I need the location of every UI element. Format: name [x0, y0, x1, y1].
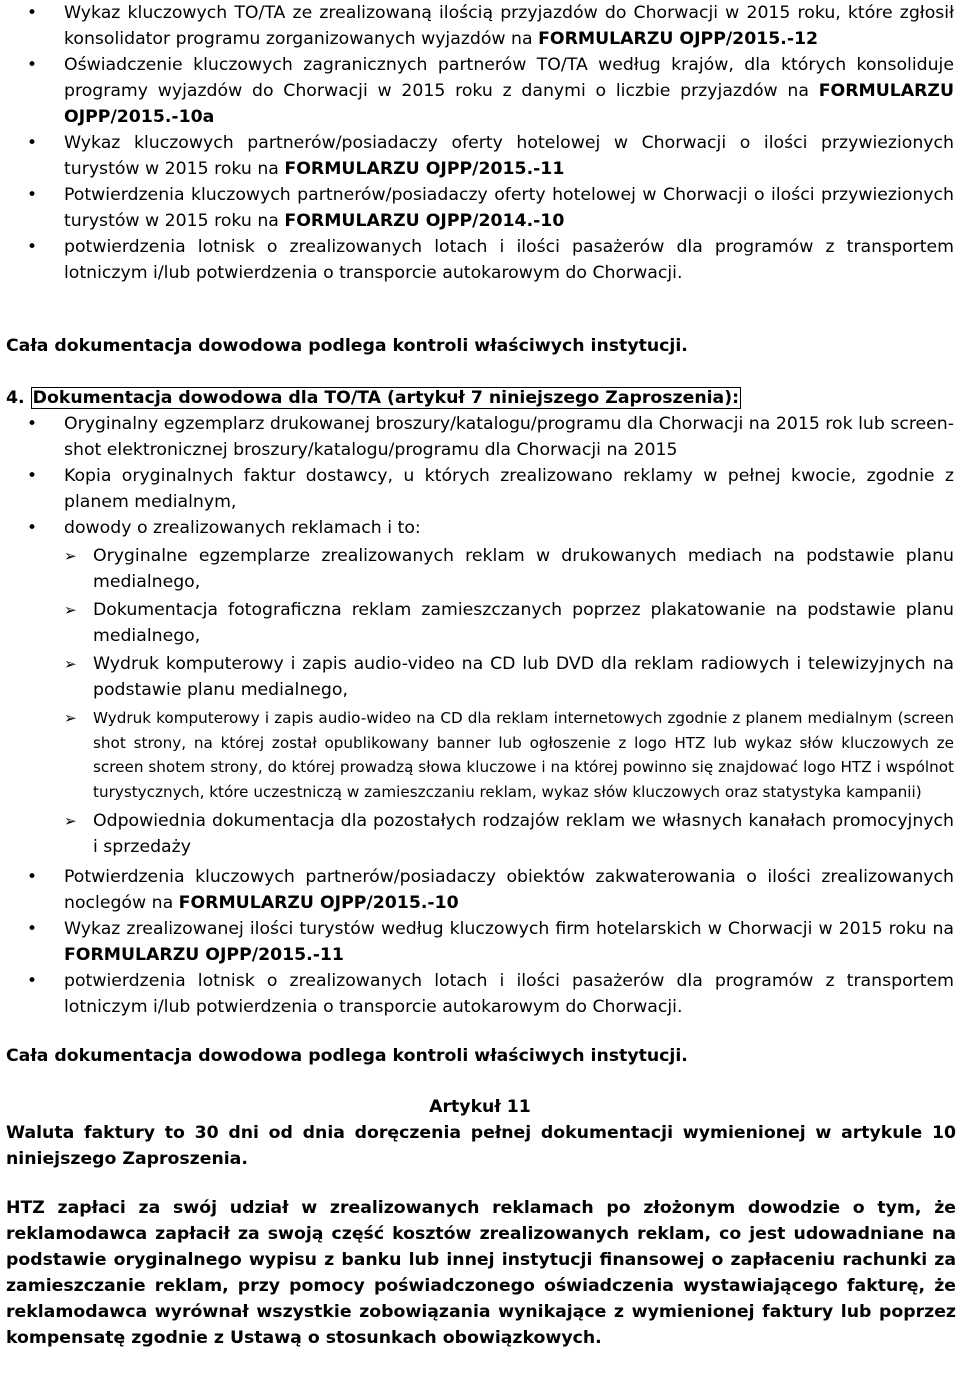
list-item: • potwierdzenia lotnisk o zrealizowanych lotach i ilości pasażerów dla programów z transportem lotniczym i/lub potwierdzenia o transporcie autokarowym do Chorwacji.	[0, 234, 960, 286]
sub-list-item: ➢ Oryginalne egzemplarze zrealizowanych reklam w drukowanych mediach na podstawie planu medialnego,	[0, 543, 960, 595]
list-item: • Potwierdzenia kluczowych partnerów/posiadaczy obiektów zakwaterowania o ilości zrealizowanych noclegów na FORMULARZU OJPP/2015.-10	[0, 864, 960, 916]
section-title: Dokumentacja dowodowa dla TO/TA (artykuł 7 niniejszego Zaproszenia):	[32, 388, 740, 408]
sub-list-item: ➢ Wydruk komputerowy i zapis audio-wideo na CD dla reklam internetowych zgodnie z planem medialnym (screen shot strony, na której został opublikowany banner lub ogłoszenie z logo HTZ lub wykaz słów kluczowych ze screen shotem strony, do której prowadzą słowa kluczowe i na której powinno się znajdować logo HTZ i wspólnot turystycznych, które uczestniczą w zamieszczaniu reklam, wykaz słów kluczowych oraz statystyka kampanii)	[0, 706, 960, 804]
article-paragraph-2: HTZ zapłaci za swój udział w zrealizowanych reklamach po złożonym dowodzie o tym, że reklamodawca zapłacił za swoją część kosztów zrealizowanych reklam, co jest udowadniane na podstawie oryginalnego wypisu z banku lub innej instytucji finansowej o zapłaceniu rachunki za zamieszczanie reklam, przy pomocy poświadczonego oświadczenia wystawiającego fakturę, że reklamodawca wyrównał wszystkie zobowiązania wynikające z wymienionej faktury lub poprzez kompensatę zgodnie z Ustawą o stosunkach obowiązkowych.	[6, 1198, 956, 1348]
sub-list-item: ➢ Wydruk komputerowy i zapis audio-video na CD lub DVD dla reklam radiowych i telewizyjnych na podstawie planu medialnego,	[0, 651, 960, 703]
evidence-list-to-ta	[0, 411, 960, 860]
list-item: • Wykaz zrealizowanej ilości turystów według kluczowych firm hotelarskich w Chorwacji w 2015 roku na FORMULARZU OJPP/2015.-11	[0, 916, 960, 968]
evidence-list-top	[0, 0, 960, 286]
list-item: • Potwierdzenia kluczowych partnerów/posiadaczy oferty hotelowej w Chorwacji o ilości przywiezionych turystów w 2015 roku na FORMULARZU OJPP/2014.-10	[0, 182, 960, 234]
list-item: • Oryginalny egzemplarz drukowanej broszury/katalogu/programu dla Chorwacji na 2015 rok lub screen-shot elektronicznej broszury/katalogu/programu dla Chorwacji na 2015	[0, 411, 960, 463]
list-item: • Wykaz kluczowych partnerów/posiadaczy oferty hotelowej w Chorwacji o ilości przywiezionych turystów w 2015 roku na FORMULARZU OJPP/2015.-11	[0, 130, 960, 182]
list-item: • dowody o zrealizowanych reklamach i to:	[0, 515, 960, 541]
list-item: • Oświadczenie kluczowych zagranicznych partnerów TO/TA według krajów, dla których konsoliduje programy wyjazdów do Chorwacji w 2015 roku z danymi o liczbie przyjazdów na FORMULARZU OJPP/2015.-10a	[0, 52, 960, 130]
control-note: Cała dokumentacja dowodowa podlega kontroli właściwych instytucji.	[6, 336, 688, 356]
list-item: • potwierdzenia lotnisk o zrealizowanych lotach i ilości pasażerów dla programów z transportem lotniczym i/lub potwierdzenia o transporcie autokarowym do Chorwacji.	[0, 968, 960, 1020]
article-paragraph-1: Waluta faktury to 30 dni od dnia doręczenia pełnej dokumentacji wymienionej w artykule 10 niniejszego Zaproszenia.	[6, 1123, 956, 1169]
section-number: 4.	[6, 388, 25, 408]
sub-list-item: ➢ Odpowiednia dokumentacja dla pozostałych rodzajów reklam we własnych kanałach promocyjnych i sprzedaży	[0, 808, 960, 860]
section-heading	[0, 385, 956, 411]
article-heading: Artykuł 11	[429, 1097, 531, 1117]
control-note: Cała dokumentacja dowodowa podlega kontroli właściwych instytucji.	[6, 1046, 688, 1066]
sub-list-item: ➢ Dokumentacja fotograficzna reklam zamieszczanych poprzez plakatowanie na podstawie planu medialnego,	[0, 597, 960, 649]
list-item: • Wykaz kluczowych TO/TA ze zrealizowaną ilością przyjazdów do Chorwacji w 2015 roku, które zgłosił konsolidator programu zorganizowanych wyjazdów na FORMULARZU OJPP/2015.-12	[0, 0, 960, 52]
list-item: • Kopia oryginalnych faktur dostawcy, u których zrealizowano reklamy w pełnej kwocie, zgodnie z planem medialnym,	[0, 463, 960, 515]
evidence-list-bottom	[0, 864, 960, 1020]
